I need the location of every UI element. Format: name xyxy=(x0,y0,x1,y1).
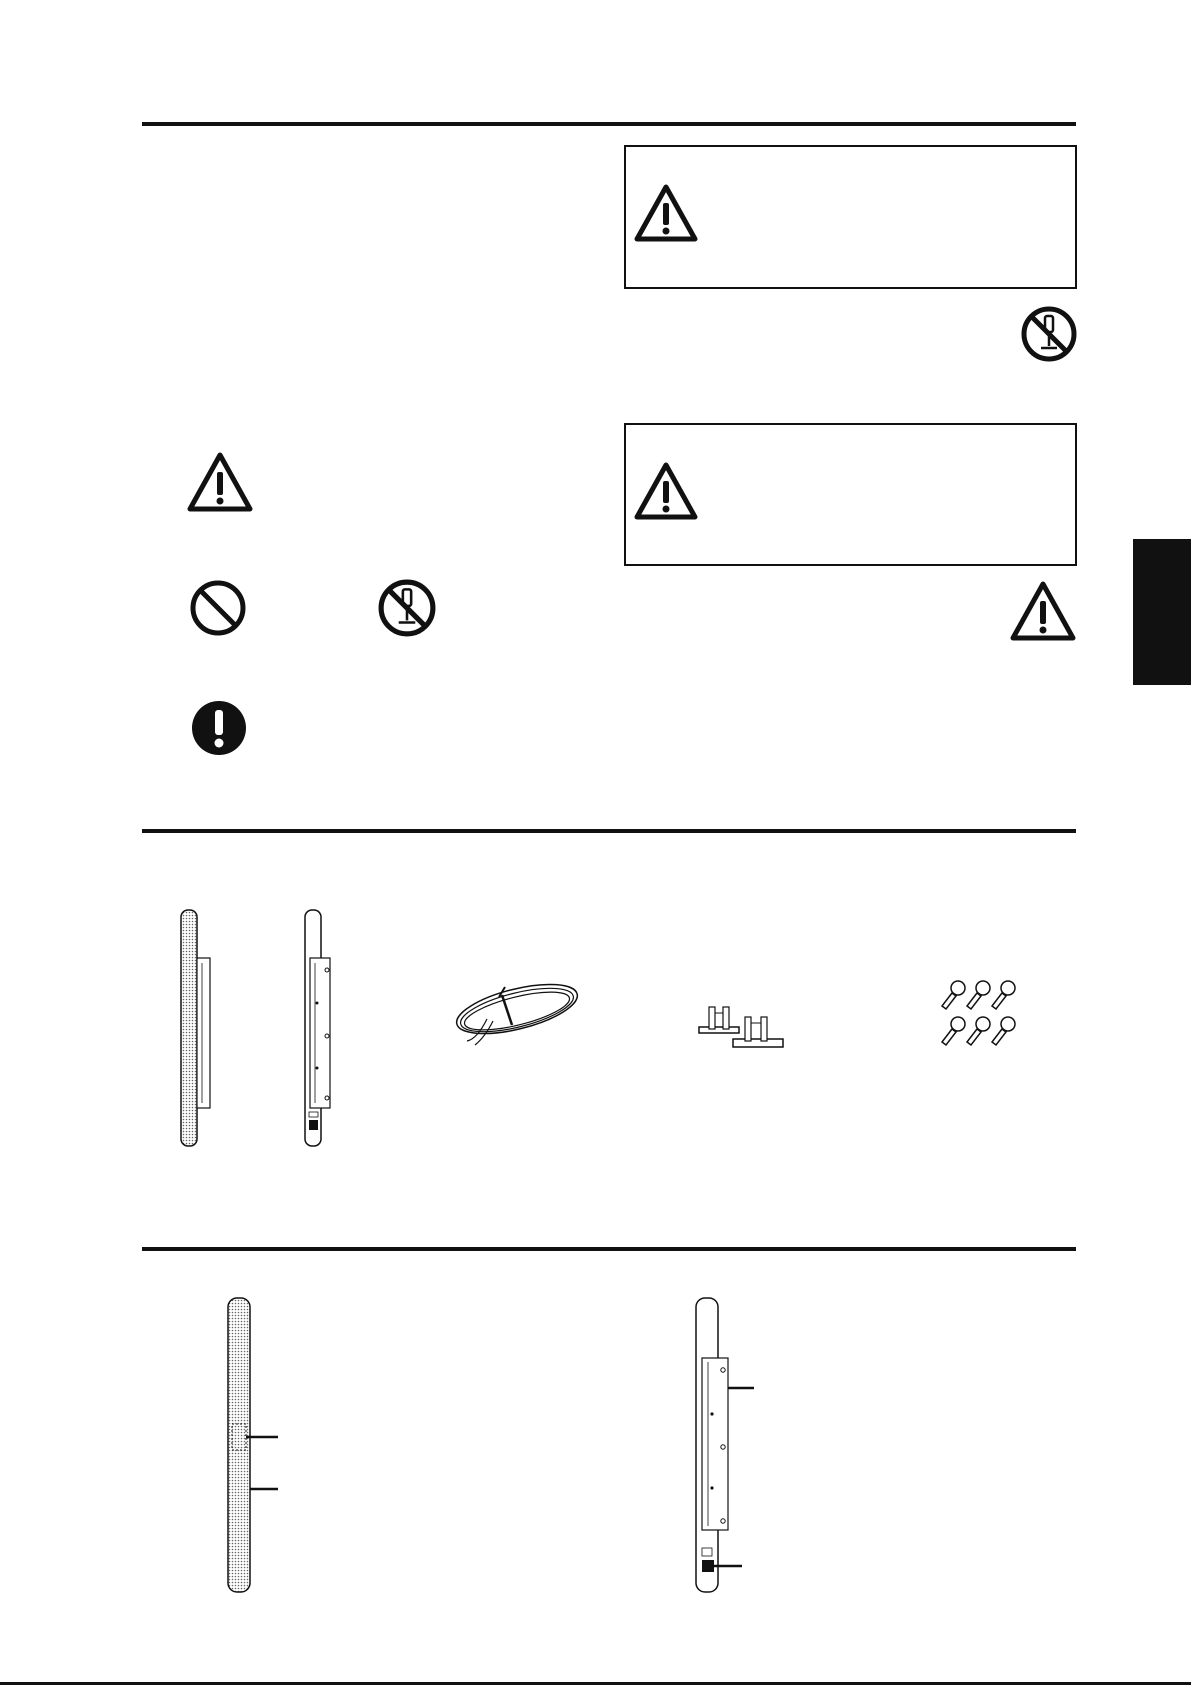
mandatory-exclamation-icon xyxy=(190,699,248,757)
prohibited-circle-icon xyxy=(189,579,247,637)
speaker-back-illustration xyxy=(300,908,345,1150)
speaker-front-parts-illustration xyxy=(222,1296,282,1596)
section-divider-safety xyxy=(142,122,1076,126)
warning-triangle-icon xyxy=(633,183,699,243)
section-divider-parts xyxy=(142,1247,1076,1251)
do-not-disassemble-icon xyxy=(378,579,436,637)
mounting-screws-illustration xyxy=(938,978,1024,1052)
warning-box xyxy=(624,145,1077,289)
do-not-disassemble-icon xyxy=(1021,306,1077,362)
speaker-front-illustration xyxy=(176,908,216,1150)
warning-triangle-icon xyxy=(1009,580,1077,642)
warning-triangle-icon xyxy=(186,451,254,513)
chapter-index-tab xyxy=(1133,539,1191,685)
speaker-stand-feet-illustration xyxy=(697,1001,785,1049)
section-divider-accessories xyxy=(142,829,1076,833)
speaker-cable-illustration xyxy=(447,979,585,1047)
warning-triangle-icon xyxy=(633,461,699,521)
speaker-back-parts-illustration xyxy=(690,1296,758,1596)
caution-box xyxy=(624,423,1077,566)
